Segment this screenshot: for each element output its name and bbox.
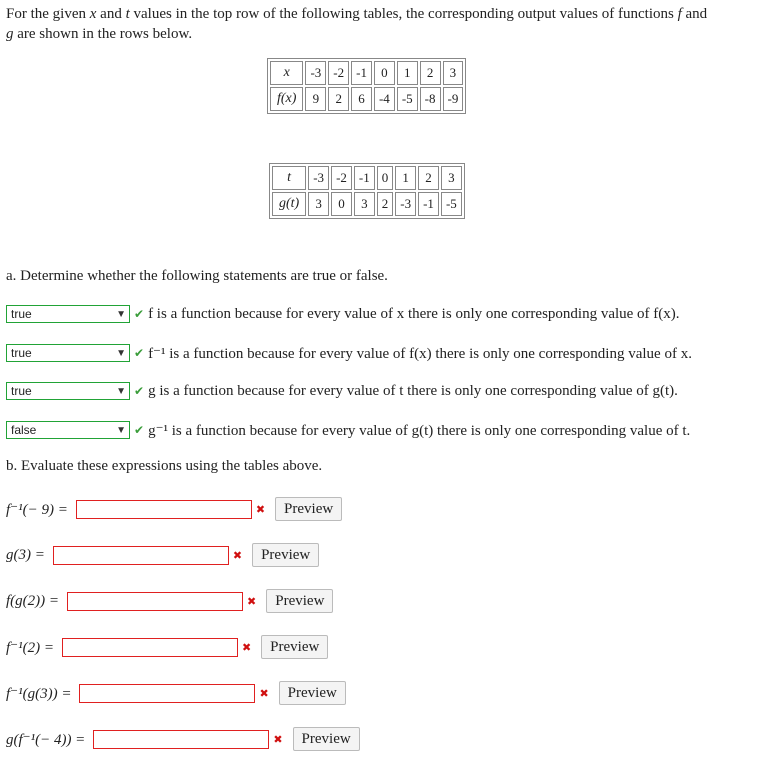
expression-label: f(g(2)) = xyxy=(6,592,60,609)
error-x-icon: ✖ xyxy=(259,687,269,700)
chevron-down-icon: ▼ xyxy=(116,308,126,320)
answer-select-3[interactable] xyxy=(6,382,130,400)
expression-row xyxy=(6,635,328,659)
statement-row xyxy=(6,343,692,363)
answer-input-5[interactable] xyxy=(79,684,255,703)
table-g-header-gt: g(t) xyxy=(272,192,306,216)
statement-row xyxy=(6,304,680,324)
select-value: false xyxy=(11,423,37,437)
table-cell: -1 xyxy=(351,61,372,85)
expression-label: f⁻¹(− 9) = xyxy=(6,501,68,518)
select-value: true xyxy=(11,346,32,360)
error-x-icon: ✖ xyxy=(241,641,252,654)
answer-select-4[interactable] xyxy=(6,421,130,439)
preview-button[interactable]: Preview xyxy=(293,727,360,751)
expression-label: g(f⁻¹(− 4)) = xyxy=(6,731,86,748)
select-value: true xyxy=(11,307,32,321)
answer-input-2[interactable] xyxy=(53,546,229,565)
table-cell: 2 xyxy=(420,61,441,85)
table-cell: -4 xyxy=(374,87,395,111)
statement-text: g is a function because for every value of t there is only one corresponding value of g(t). xyxy=(148,382,678,399)
preview-button[interactable]: Preview xyxy=(266,589,333,613)
table-cell: 2 xyxy=(377,192,394,216)
select-value: true xyxy=(11,384,32,398)
table-g-input-row xyxy=(272,166,462,190)
preview-button[interactable]: Preview xyxy=(261,635,328,659)
statement-row xyxy=(6,381,678,401)
check-icon: ✔ xyxy=(134,422,145,437)
statement-text: f⁻¹ is a function because for every value of f(x) there is only one corresponding value of x. xyxy=(148,345,692,362)
table-cell: 1 xyxy=(395,166,416,190)
problem-intro: For the given x and t values in the top row of the following tables, the corresponding output values of functions f and g are shown in the rows below. xyxy=(6,6,708,42)
answer-input-3[interactable] xyxy=(67,592,243,611)
error-x-icon: ✖ xyxy=(255,503,266,516)
table-g-output-row xyxy=(272,192,462,216)
expression-row xyxy=(6,589,333,613)
table-cell: -3 xyxy=(305,61,326,85)
table-cell: 0 xyxy=(374,61,395,85)
answer-select-1[interactable] xyxy=(6,305,130,323)
check-icon: ✔ xyxy=(134,383,145,398)
table-f-header-fx: f(x) xyxy=(270,87,303,111)
check-icon: ✔ xyxy=(134,306,145,321)
expression-label: f⁻¹(g(3)) = xyxy=(6,685,72,702)
statement-row xyxy=(6,420,690,440)
table-g xyxy=(269,163,465,219)
answer-input-4[interactable] xyxy=(62,638,238,657)
table-cell: 3 xyxy=(443,61,464,85)
table-cell: 6 xyxy=(351,87,372,111)
answer-input-6[interactable] xyxy=(93,730,269,749)
table-cell: -5 xyxy=(441,192,462,216)
table-cell: 3 xyxy=(441,166,462,190)
expression-label: g(3) = xyxy=(6,546,45,563)
statement-text: f is a function because for every value of x there is only one corresponding value of f(x). xyxy=(148,305,680,322)
part-b-heading: b. Evaluate these expressions using the tables above. xyxy=(6,458,323,474)
check-icon: ✔ xyxy=(134,345,145,360)
table-cell: 0 xyxy=(377,166,394,190)
table-f-header-x: x xyxy=(270,61,303,85)
table-cell: -1 xyxy=(354,166,375,190)
error-x-icon: ✖ xyxy=(247,595,257,608)
table-cell: -3 xyxy=(308,166,329,190)
table-cell: -1 xyxy=(418,192,439,216)
table-cell: 9 xyxy=(305,87,326,111)
chevron-down-icon: ▼ xyxy=(116,424,126,436)
expression-row xyxy=(6,543,319,567)
expression-label: f⁻¹(2) = xyxy=(6,639,54,656)
error-x-icon: ✖ xyxy=(232,549,243,562)
table-g-header-t: t xyxy=(272,166,306,190)
statement-text: g⁻¹ is a function because for every value of g(t) there is only one corresponding value of t. xyxy=(148,422,691,439)
answer-select-2[interactable] xyxy=(6,344,130,362)
table-cell: -8 xyxy=(420,87,441,111)
preview-button[interactable]: Preview xyxy=(275,497,342,521)
table-cell: 2 xyxy=(418,166,439,190)
table-f-input-row xyxy=(270,61,463,85)
part-a-heading: a. Determine whether the following statements are true or false. xyxy=(6,268,388,284)
preview-button[interactable]: Preview xyxy=(252,543,319,567)
chevron-down-icon: ▼ xyxy=(116,347,126,359)
table-cell: -2 xyxy=(331,166,352,190)
expression-row xyxy=(6,681,346,705)
table-cell: -9 xyxy=(443,87,464,111)
table-cell: -5 xyxy=(397,87,418,111)
table-cell: 3 xyxy=(308,192,329,216)
chevron-down-icon: ▼ xyxy=(116,385,126,397)
answer-input-1[interactable] xyxy=(76,500,252,519)
table-cell: -2 xyxy=(328,61,349,85)
expression-row xyxy=(6,727,360,751)
table-f-output-row xyxy=(270,87,463,111)
table-cell: -3 xyxy=(395,192,416,216)
table-cell: 1 xyxy=(397,61,418,85)
table-cell: 0 xyxy=(331,192,352,216)
expression-row xyxy=(6,497,342,521)
preview-button[interactable]: Preview xyxy=(279,681,346,705)
table-cell: 3 xyxy=(354,192,375,216)
error-x-icon: ✖ xyxy=(273,733,283,746)
table-f xyxy=(267,58,466,114)
table-cell: 2 xyxy=(328,87,349,111)
